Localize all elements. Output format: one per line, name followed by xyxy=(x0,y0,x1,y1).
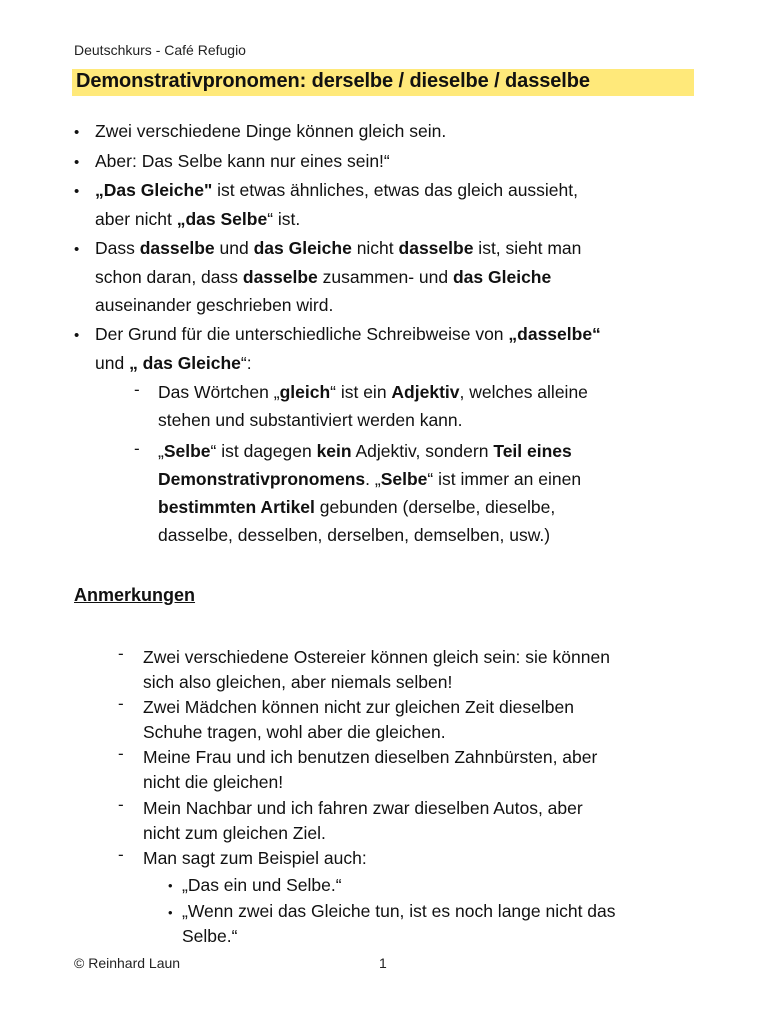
sub-item-text-continued: Demonstrativpronomens. „Selbe“ ist immer an einen xyxy=(158,469,582,489)
note-text-continued: sich also gleichen, aber niemals selben! xyxy=(143,672,453,692)
section-heading: Anmerkungen xyxy=(74,585,196,605)
bullet-text: Zwei verschiedene Dinge können gleich sein. xyxy=(95,121,447,141)
bullet-icon: • xyxy=(74,241,80,258)
note-text-continued: nicht zum gleichen Ziel. xyxy=(143,823,326,843)
quote-text: „Das ein und Selbe.“ xyxy=(182,875,342,895)
sub-item-text: „Selbe“ ist dagegen kein Adjektiv, sondern Teil eines xyxy=(158,441,572,461)
page-number: 1 xyxy=(379,955,387,971)
note-text: Mein Nachbar und ich fahren zwar dieselben Autos, aber xyxy=(143,798,583,818)
bullet-icon: • xyxy=(74,183,80,200)
bullet-icon: • xyxy=(74,327,80,344)
bullet-text: Dass dasselbe und das Gleiche nicht dasselbe ist, sieht man xyxy=(95,238,582,258)
page-title: Demonstrativpronomen: derselbe / dieselbe / dasselbe xyxy=(76,70,590,92)
note-text-continued: Schuhe tragen, wohl aber die gleichen. xyxy=(143,722,446,742)
sub-item-text-continued: stehen und substantiviert werden kann. xyxy=(158,410,463,430)
bullet-text: Der Grund für die unterschiedliche Schreibweise von „dasselbe“ xyxy=(95,324,601,344)
dash-icon: - xyxy=(118,694,124,713)
quote-text: „Wenn zwei das Gleiche tun, ist es noch lange nicht das xyxy=(182,901,616,921)
dash-icon: - xyxy=(118,744,124,763)
bullet-text: „Das Gleiche" ist etwas ähnliches, etwas das gleich aussieht, xyxy=(95,180,578,200)
bullet-icon: • xyxy=(168,905,173,920)
bullet-text-continued: aber nicht „das Selbe“ ist. xyxy=(95,209,301,229)
dash-icon: - xyxy=(134,380,140,399)
quote-text-continued: Selbe.“ xyxy=(182,926,238,946)
bullet-icon: • xyxy=(168,878,173,893)
sub-item-text-continued: dasselbe, desselben, derselben, demselben, usw.) xyxy=(158,525,551,545)
note-text-continued: nicht die gleichen! xyxy=(143,772,284,792)
bullet-text: Aber: Das Selbe kann nur eines sein!“ xyxy=(95,151,390,171)
footer-author: © Reinhard Laun xyxy=(74,955,181,971)
dash-icon: - xyxy=(118,795,124,814)
dash-icon: - xyxy=(118,845,124,864)
bullet-text-continued: und „ das Gleiche“: xyxy=(95,353,252,373)
note-text: Man sagt zum Beispiel auch: xyxy=(143,848,367,868)
note-text: Zwei Mädchen können nicht zur gleichen Zeit dieselben xyxy=(143,697,574,717)
dash-icon: - xyxy=(118,644,124,663)
bullet-text-continued: auseinander geschrieben wird. xyxy=(95,295,334,315)
bullet-icon: • xyxy=(74,124,80,141)
bullet-icon: • xyxy=(74,154,80,171)
note-text: Meine Frau und ich benutzen dieselben Zahnbürsten, aber xyxy=(143,747,598,767)
dash-icon: - xyxy=(134,439,140,458)
bullet-text-continued: schon daran, dass dasselbe zusammen- und das Gleiche xyxy=(95,267,552,287)
page-header: Deutschkurs - Café Refugio xyxy=(74,42,246,58)
sub-item-text-continued: bestimmten Artikel gebunden (derselbe, dieselbe, xyxy=(158,497,556,517)
note-text: Zwei verschiedene Ostereier können gleich sein: sie können xyxy=(143,647,610,667)
sub-item-text: Das Wörtchen „gleich“ ist ein Adjektiv, welches alleine xyxy=(158,382,588,402)
